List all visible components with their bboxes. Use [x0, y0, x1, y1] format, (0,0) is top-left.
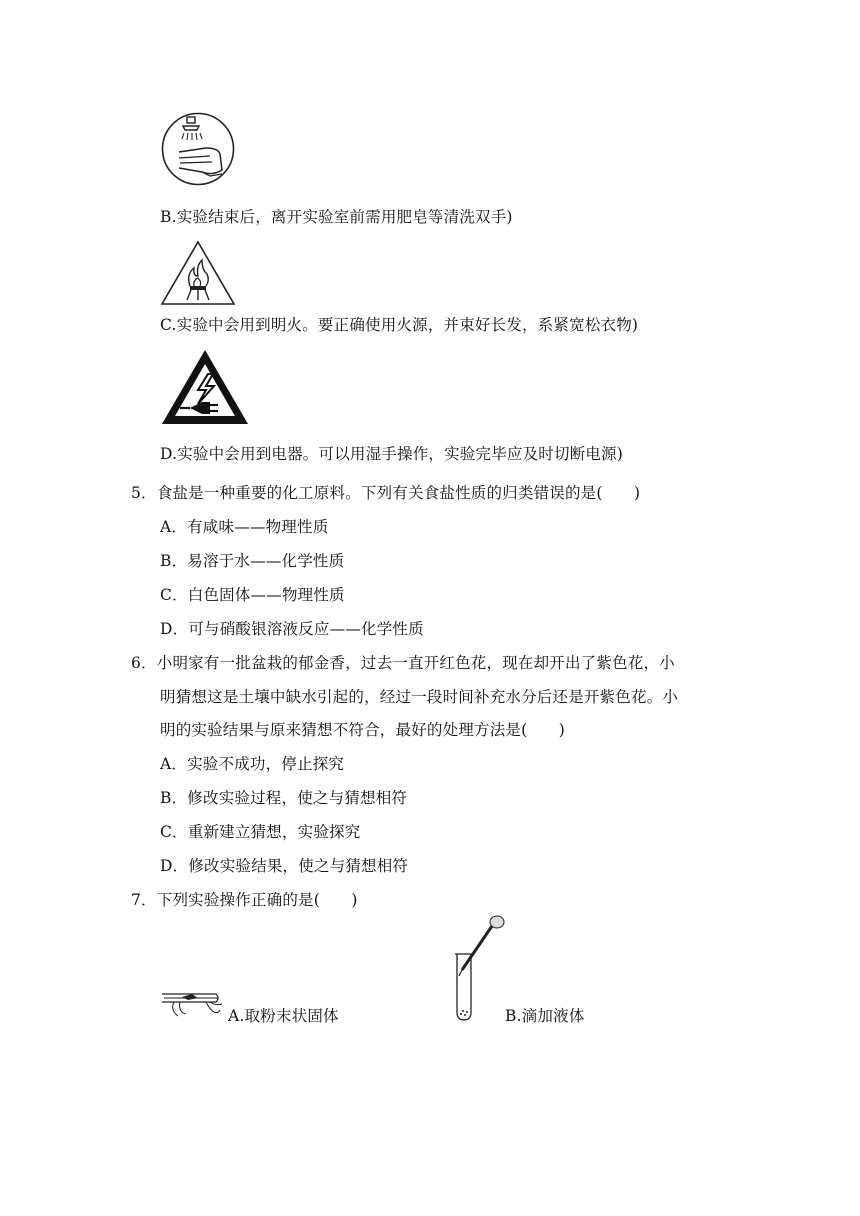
dropper-test-tube-icon	[452, 914, 506, 1026]
q7-option-b: B.滴加液体	[505, 1007, 585, 1025]
q7-option-a: A.取粉末状固体	[228, 1007, 339, 1025]
electric-warning-icon	[160, 348, 250, 426]
q4-option-c: C.实验中会用到明火。要正确使用火源，并束好长发，系紧宽松衣物)	[160, 316, 639, 334]
hand-wash-icon	[160, 112, 236, 186]
q6-stem-line-2: 明猜想这是土壤中缺水引起的，经过一段时间补充水分后还是开紫色花。小	[160, 688, 679, 706]
q4-option-b: B.实验结束后，离开实验室前需用肥皂等清洗双手)	[160, 208, 513, 226]
q6-stem-line-1: 6．小明家有一批盆栽的郁金香，过去一直开红色花，现在却开出了紫色花，小	[131, 654, 675, 672]
powder-spatula-icon	[160, 990, 228, 1026]
q6-option-d: D．修改实验结果，使之与猜想相符	[160, 857, 409, 875]
q5-option-c: C．白色固体——物理性质	[160, 586, 345, 604]
q6-option-a: A．实验不成功，停止探究	[160, 755, 345, 773]
fire-warning-icon	[160, 240, 236, 306]
q7-stem: 7．下列实验操作正确的是( )	[131, 891, 358, 909]
q6-stem-line-3: 明的实验结果与原来猜想不符合，最好的处理方法是( )	[160, 721, 565, 739]
q5-stem: 5．食盐是一种重要的化工原料。下列有关食盐性质的归类错误的是( )	[131, 484, 641, 502]
q5-option-a: A．有咸味——物理性质	[160, 518, 329, 536]
q5-option-b: B．易溶于水——化学性质	[160, 552, 345, 570]
q6-option-b: B．修改实验过程，使之与猜想相符	[160, 789, 408, 807]
q6-option-c: C．重新建立猜想，实验探究	[160, 823, 361, 841]
q4-option-d: D.实验中会用到电器。可以用湿手操作，实验完毕应及时切断电源)	[160, 445, 624, 463]
q5-option-d: D．可与硝酸银溶液反应——化学性质	[160, 620, 424, 638]
